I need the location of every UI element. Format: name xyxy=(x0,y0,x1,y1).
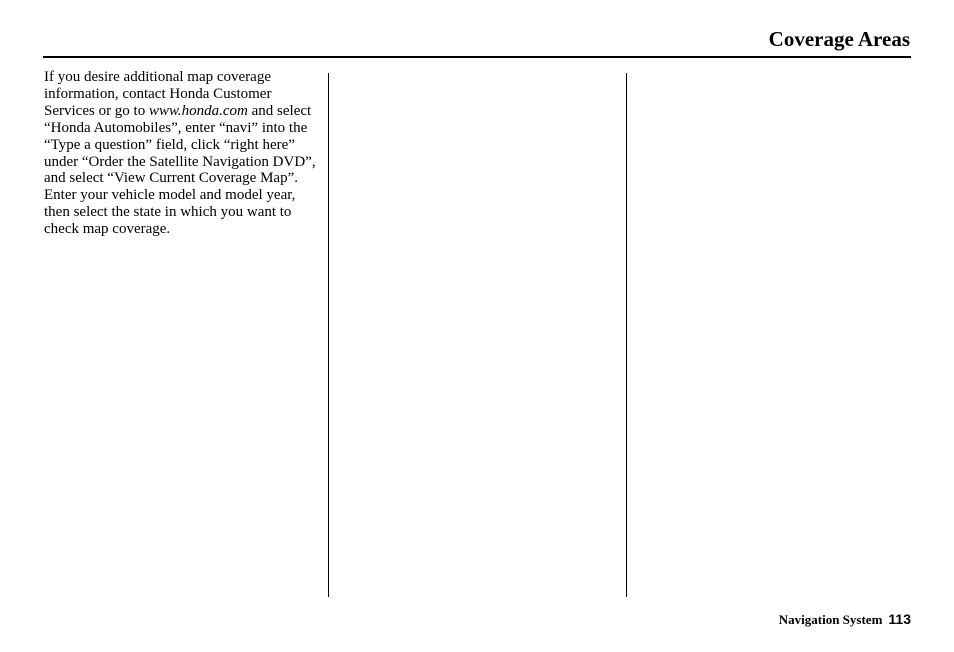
column-divider-left xyxy=(328,73,329,597)
page-footer xyxy=(779,610,911,629)
footer-section-label: Navigation System xyxy=(778,612,883,627)
body-text-intro: If you desire additional map coverage information, contact Honda Customer Services or go to xyxy=(44,69,272,119)
body-paragraph xyxy=(44,69,316,238)
header-rule xyxy=(43,56,911,58)
body-text-instructions: and select “Honda Automobiles”, enter “navi” into the “Type a question” field, click “right here” under “Order the Satellite Navigation DVD”, and select “View Current Coverage Map”. Enter your vehicle model and model year, then select the state in which you want to check map coverage. xyxy=(44,102,316,238)
page-number: 113 xyxy=(888,611,911,627)
column-divider-right xyxy=(626,73,627,597)
page-title: Coverage Areas xyxy=(768,27,910,51)
website-link: www.honda.com xyxy=(148,102,248,119)
